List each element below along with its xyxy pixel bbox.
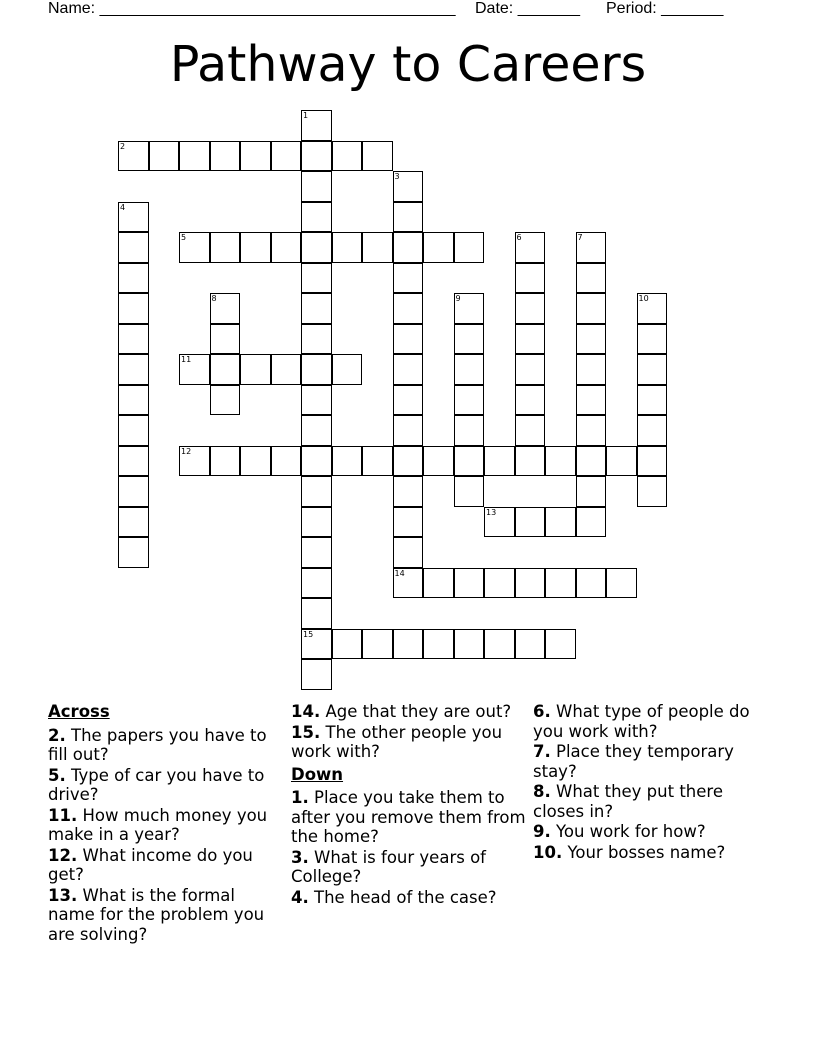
grid-cell[interactable] bbox=[301, 171, 332, 202]
grid-cell[interactable] bbox=[301, 537, 332, 568]
grid-cell[interactable] bbox=[179, 141, 210, 172]
clue-number: 12 bbox=[181, 446, 192, 456]
clue-down-9: 9. You work for how? bbox=[533, 822, 706, 841]
grid-cell[interactable] bbox=[515, 232, 546, 263]
clue-number: 8 bbox=[211, 294, 217, 303]
grid-cell[interactable] bbox=[423, 568, 454, 599]
grid-cell[interactable] bbox=[210, 446, 241, 477]
grid-cell[interactable] bbox=[118, 476, 149, 507]
grid-cell[interactable] bbox=[393, 202, 424, 233]
grid-cell[interactable] bbox=[576, 385, 607, 416]
grid-cell[interactable] bbox=[515, 293, 546, 324]
grid-cell[interactable] bbox=[576, 232, 607, 263]
grid-cell[interactable] bbox=[576, 324, 607, 355]
grid-cell[interactable] bbox=[301, 263, 332, 294]
grid-cell[interactable] bbox=[393, 171, 424, 202]
grid-cell[interactable] bbox=[454, 232, 485, 263]
clue-across-12: 12. What income do you get? bbox=[48, 845, 253, 884]
grid-cell[interactable] bbox=[301, 141, 332, 172]
grid-cell[interactable] bbox=[362, 446, 393, 477]
down-heading: Down bbox=[291, 764, 344, 784]
clue-down-3: 3. What is four years of College? bbox=[291, 847, 486, 886]
grid-cell[interactable] bbox=[637, 354, 668, 385]
date-field[interactable]: Date: _______ bbox=[475, 0, 580, 17]
clue-down-4: 4. The head of the case? bbox=[291, 887, 497, 907]
grid-cell[interactable] bbox=[515, 568, 546, 599]
clues-column-1 bbox=[48, 702, 284, 945]
clue-across-2: 2. The papers you have to fill out? bbox=[48, 725, 267, 764]
grid-cell[interactable] bbox=[301, 629, 332, 660]
grid-cell[interactable] bbox=[637, 293, 668, 324]
grid-cell[interactable] bbox=[210, 232, 241, 263]
clue-down-1: 1. Place you take them to after you remove them from the home? bbox=[291, 788, 526, 846]
grid-cell[interactable] bbox=[393, 446, 424, 477]
grid-cell[interactable] bbox=[118, 507, 149, 538]
grid-cell[interactable] bbox=[545, 568, 576, 599]
grid-cell[interactable] bbox=[545, 629, 576, 660]
clue-number: 13 bbox=[486, 507, 497, 517]
clue-number: 5 bbox=[181, 233, 187, 242]
clue-number: 2 bbox=[120, 141, 126, 151]
grid-cell[interactable] bbox=[301, 354, 332, 385]
grid-cell[interactable] bbox=[240, 446, 271, 477]
grid-cell[interactable] bbox=[515, 629, 546, 660]
clue-across-13: 13. What is the formal name for the problem you are solving? bbox=[48, 885, 265, 944]
grid-cell[interactable] bbox=[118, 415, 149, 446]
grid-cell[interactable] bbox=[454, 629, 485, 660]
grid-cell[interactable] bbox=[637, 446, 668, 477]
grid-cell[interactable] bbox=[362, 232, 393, 263]
grid-cell[interactable] bbox=[637, 324, 668, 355]
grid-cell[interactable] bbox=[637, 385, 668, 416]
grid-cell[interactable] bbox=[545, 507, 576, 538]
grid-cell[interactable] bbox=[118, 324, 149, 355]
grid-cell[interactable] bbox=[210, 354, 241, 385]
page-title: Pathway to Careers bbox=[169, 36, 647, 93]
clue-number: 3 bbox=[394, 172, 400, 181]
clue-number: 4 bbox=[120, 202, 126, 212]
grid-cell[interactable] bbox=[118, 446, 149, 477]
grid-cell[interactable] bbox=[210, 385, 241, 416]
grid-cell[interactable] bbox=[271, 232, 302, 263]
grid-cell[interactable] bbox=[118, 202, 149, 233]
clue-down-7: 7. Place they temporary stay? bbox=[533, 742, 734, 781]
grid-cell[interactable] bbox=[118, 385, 149, 416]
grid-cell[interactable] bbox=[576, 263, 607, 294]
grid-cell[interactable] bbox=[332, 629, 363, 660]
grid-cell[interactable] bbox=[301, 415, 332, 446]
grid-cell[interactable] bbox=[149, 141, 180, 172]
grid-cell[interactable] bbox=[393, 415, 424, 446]
grid-cell[interactable] bbox=[271, 446, 302, 477]
grid-cell[interactable] bbox=[454, 293, 485, 324]
clue-number: 9 bbox=[455, 294, 461, 303]
grid-cell[interactable] bbox=[454, 385, 485, 416]
grid-cell[interactable] bbox=[301, 659, 332, 690]
grid-cell[interactable] bbox=[576, 446, 607, 477]
grid-cell[interactable] bbox=[576, 354, 607, 385]
grid-cell[interactable] bbox=[454, 354, 485, 385]
clue-down-8: 8. What they put there closes in? bbox=[533, 782, 723, 821]
grid-cell[interactable] bbox=[545, 446, 576, 477]
grid-cell[interactable] bbox=[301, 598, 332, 629]
grid-cell[interactable] bbox=[240, 354, 271, 385]
period-field[interactable]: Period: _______ bbox=[606, 0, 724, 17]
grid-cell[interactable] bbox=[576, 415, 607, 446]
grid-cell[interactable] bbox=[332, 354, 363, 385]
grid-cell[interactable] bbox=[393, 293, 424, 324]
grid-cell[interactable] bbox=[362, 629, 393, 660]
worksheet-header bbox=[0, 0, 816, 20]
clue-number: 6 bbox=[516, 233, 522, 242]
grid-cell[interactable] bbox=[393, 263, 424, 294]
clue-down-6: 6. What type of people do you work with? bbox=[533, 702, 750, 741]
grid-cell[interactable] bbox=[576, 507, 607, 538]
clue-across-11: 11. How much money you make in a year? bbox=[48, 805, 268, 844]
across-heading: Across bbox=[48, 702, 110, 721]
clue-down-10: 10. Your bosses name? bbox=[533, 842, 726, 862]
grid-cell[interactable] bbox=[301, 324, 332, 355]
clue-number: 14 bbox=[394, 568, 405, 578]
grid-cell[interactable] bbox=[423, 629, 454, 660]
grid-cell[interactable] bbox=[606, 446, 637, 477]
grid-cell[interactable] bbox=[118, 263, 149, 294]
grid-cell[interactable] bbox=[393, 354, 424, 385]
grid-cell[interactable] bbox=[118, 141, 149, 172]
grid-cell[interactable] bbox=[515, 415, 546, 446]
grid-cell[interactable] bbox=[393, 232, 424, 263]
grid-cell[interactable] bbox=[393, 568, 424, 599]
grid-cell[interactable] bbox=[271, 354, 302, 385]
grid-cell[interactable] bbox=[484, 568, 515, 599]
clue-number: 1 bbox=[303, 111, 309, 120]
grid-cell[interactable] bbox=[576, 476, 607, 507]
grid-cell[interactable] bbox=[515, 507, 546, 538]
grid-cell[interactable] bbox=[515, 385, 546, 416]
clue-number: 10 bbox=[638, 294, 649, 303]
grid-cell[interactable] bbox=[301, 293, 332, 324]
grid-cell[interactable] bbox=[393, 537, 424, 568]
grid-cell[interactable] bbox=[606, 568, 637, 599]
grid-cell[interactable] bbox=[301, 110, 332, 141]
grid-cell[interactable] bbox=[454, 415, 485, 446]
grid-cell[interactable] bbox=[393, 629, 424, 660]
clue-across-15: 15. The other people you work with? bbox=[291, 722, 503, 761]
grid-cell[interactable] bbox=[118, 232, 149, 263]
grid-cell[interactable] bbox=[515, 263, 546, 294]
grid-cell[interactable] bbox=[454, 446, 485, 477]
clue-across-5: 5. Type of car you have to drive? bbox=[48, 765, 265, 804]
clues-column-2 bbox=[291, 702, 527, 908]
grid-cell[interactable] bbox=[515, 354, 546, 385]
grid-cell[interactable] bbox=[271, 141, 302, 172]
grid-cell[interactable] bbox=[484, 507, 515, 538]
grid-cell[interactable] bbox=[240, 141, 271, 172]
grid-cell[interactable] bbox=[362, 141, 393, 172]
grid-cell[interactable] bbox=[179, 354, 210, 385]
clue-number: 15 bbox=[303, 629, 314, 639]
grid-cell[interactable] bbox=[393, 385, 424, 416]
grid-cell[interactable] bbox=[179, 232, 210, 263]
grid-cell[interactable] bbox=[454, 568, 485, 599]
grid-cell[interactable] bbox=[393, 507, 424, 538]
grid-cell[interactable] bbox=[515, 324, 546, 355]
grid-cell[interactable] bbox=[637, 476, 668, 507]
grid-cell[interactable] bbox=[301, 385, 332, 416]
grid-cell[interactable] bbox=[484, 629, 515, 660]
grid-cell[interactable] bbox=[240, 232, 271, 263]
grid-cell[interactable] bbox=[301, 507, 332, 538]
grid-cell[interactable] bbox=[332, 141, 363, 172]
grid-cell[interactable] bbox=[576, 293, 607, 324]
clue-number: 7 bbox=[577, 233, 583, 242]
clue-number: 11 bbox=[181, 355, 192, 364]
grid-cell[interactable] bbox=[210, 293, 241, 324]
grid-cell[interactable] bbox=[423, 232, 454, 263]
grid-cell[interactable] bbox=[301, 232, 332, 263]
grid-cell[interactable] bbox=[210, 141, 241, 172]
clues-column-3 bbox=[533, 702, 769, 863]
grid-cell[interactable] bbox=[301, 568, 332, 599]
grid-cell[interactable] bbox=[576, 568, 607, 599]
grid-cell[interactable] bbox=[393, 476, 424, 507]
grid-cell[interactable] bbox=[423, 446, 454, 477]
grid-cell[interactable] bbox=[118, 537, 149, 568]
grid-cell[interactable] bbox=[637, 415, 668, 446]
grid-cell[interactable] bbox=[210, 324, 241, 355]
grid-cell[interactable] bbox=[118, 293, 149, 324]
grid-cell[interactable] bbox=[118, 354, 149, 385]
grid-cell[interactable] bbox=[332, 232, 363, 263]
grid-cell[interactable] bbox=[332, 446, 363, 477]
grid-cell[interactable] bbox=[301, 476, 332, 507]
grid-cell[interactable] bbox=[393, 324, 424, 355]
grid-cell[interactable] bbox=[179, 446, 210, 477]
grid-cell[interactable] bbox=[301, 446, 332, 477]
grid-cell[interactable] bbox=[454, 476, 485, 507]
grid-cell[interactable] bbox=[301, 202, 332, 233]
grid-cell[interactable] bbox=[484, 446, 515, 477]
grid-cell[interactable] bbox=[454, 324, 485, 355]
grid-cell[interactable] bbox=[515, 446, 546, 477]
name-field[interactable]: Name: ________________________________________ bbox=[48, 0, 456, 17]
clue-across-14: 14. Age that they are out? bbox=[291, 702, 512, 721]
